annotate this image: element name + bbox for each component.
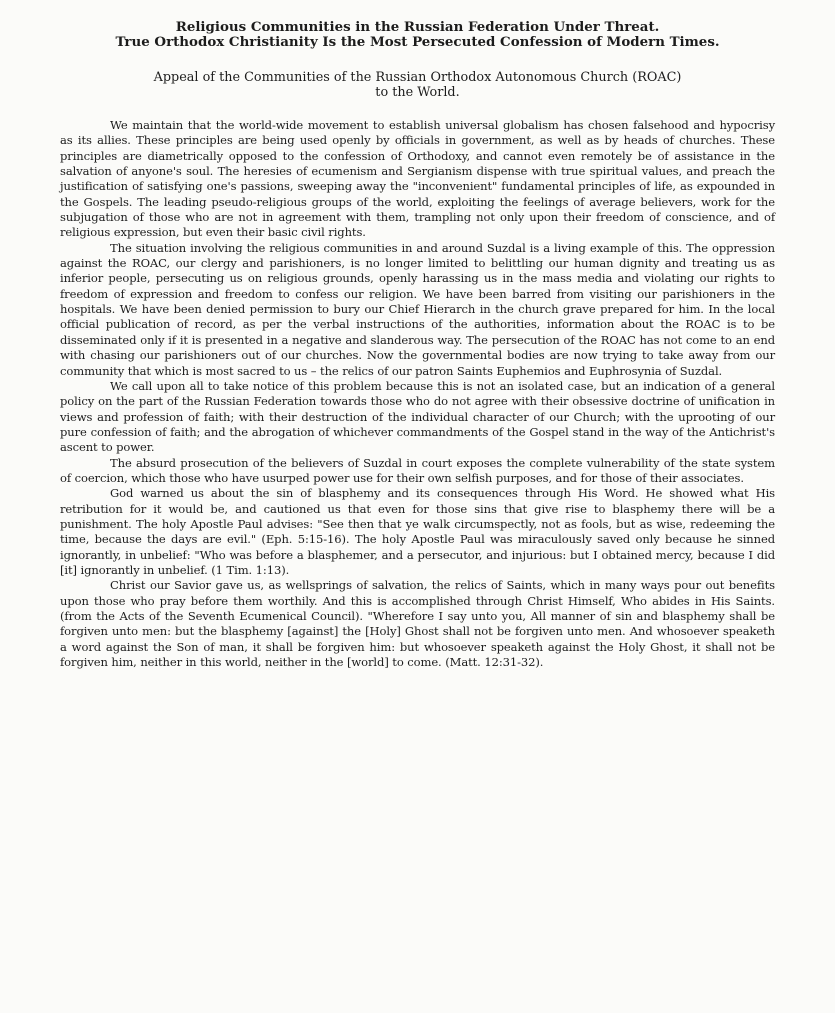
paragraph-5: God warned us about the sin of blasphemy and its consequences through His Word. He showed what His retribution for it would be, and cautioned us that even for those sins that give rise to blasphemy there will be a punishment. The holy Apostle Paul advises: "See then that ye walk circumspectly, not as fools, but as wise, redeeming the time, because the days are evil." (Eph. 5:15-16). The holy Apostle Paul was miraculously saved only because he sinned ignorantly, in unbelief: "Who was before a blasphemer, and a persecutor, and injurious: but I obtained mercy, because I did [it] ignorantly in unbelief. (1 Tim. 1:13). bbox=[60, 486, 775, 577]
paragraph-6: Christ our Savior gave us, as wellsprings of salvation, the relics of Saints, which in many ways pour out benefits upon those who pray before them worthily. And this is accomplished through Christ Himself, Who abides in His Saints. (from the Acts of the Seventh Ecumenical Council). "Wherefore I say unto you, All manner of sin and blasphemy shall be forgiven unto men: but the blasphemy [against] the [Holy] Ghost shall not be forgiven unto men. And whosoever speaketh a word against the Son of man, it shall be forgiven him: but whosoever speaketh against the Holy Ghost, it shall not be forgiven him, neither in this world, neither in the [world] to come. (Matt. 12:31-32). bbox=[60, 578, 775, 670]
paragraph-1: We maintain that the world-wide movement to establish universal globalism has chosen falsehood and hypocrisy as its allies. These principles are being used openly by officials in government, as well as by heads of churches. These principles are diametrically opposed to the confession of Orthodoxy, and cannot even remotely be of assistance in the salvation of anyone's soul. The heresies of ecumenism and Sergianism dispense with true spiritual values, and preach the justification of satisfying one's passions, sweeping away the "inconvenient" fundamental principles of life, as expounded in the Gospels. The leading pseudo-religious groups of the world, exploiting the feelings of average believers, work for the subjugation of those who are not in agreement with them, trampling not only upon their freedom of conscience, and of religious expression, but even their basic civil rights. bbox=[60, 118, 775, 240]
title-line-1: Religious Communities in the Russian Federation Under Threat. bbox=[175, 19, 660, 35]
title-line-2: True Orthodox Christianity Is the Most Persecuted Confession of Modern Times. bbox=[115, 33, 720, 50]
document-title bbox=[60, 20, 775, 49]
document-subtitle bbox=[60, 70, 775, 100]
paragraph-2: The situation involving the religious communities in and around Suzdal is a living example of this. The oppression against the ROAC, our clergy and parishioners, is no longer limited to belittling our human dignity and treating us as inferior people, persecuting us on religious grounds, openly harassing us in the mass media and violating our rights to freedom of expression and freedom to confess our religion. We have been barred from visiting our parishioners in the hospitals. We have been denied permission to bury our Chief Hierarch in the church grave prepared for him. In the local official publication of record, as per the verbal instructions of the authorities, information about the ROAC is to be disseminated only if it is presented in a negative and slanderous way. The persecution of the ROAC has not come to an end with chasing our parishioners out of our churches. Now the governmental bodies are now trying to take away from our community that which is most sacred to us – the relics of our patron Saints Euphemios and Euphrosynia of Suzdal. bbox=[60, 240, 775, 378]
subtitle-line-1: Appeal of the Communities of the Russian Orthodox Autonomous Church (ROAC) bbox=[153, 70, 682, 85]
subtitle-line-2: to the World. bbox=[375, 85, 460, 100]
paragraph-3: We call upon all to take notice of this problem because this is not an isolated case, but an indication of a general policy on the part of the Russian Federation towards those who do not agree with their obsessive doctrine of unification in views and profession of faith; with their destruction of the individual character of our Church; with the uprooting of our pure confession of faith; and the abrogation of whichever commandments of the Gospel stand in the way of the Antichrist's ascent to power. bbox=[60, 378, 775, 455]
paragraph-4: The absurd prosecution of the believers of Suzdal in court exposes the complete vulnerability of the state system of coercion, which those who have usurped power use for their own selfish purposes, and for those of their associates. bbox=[60, 455, 775, 485]
document-body bbox=[60, 118, 775, 670]
